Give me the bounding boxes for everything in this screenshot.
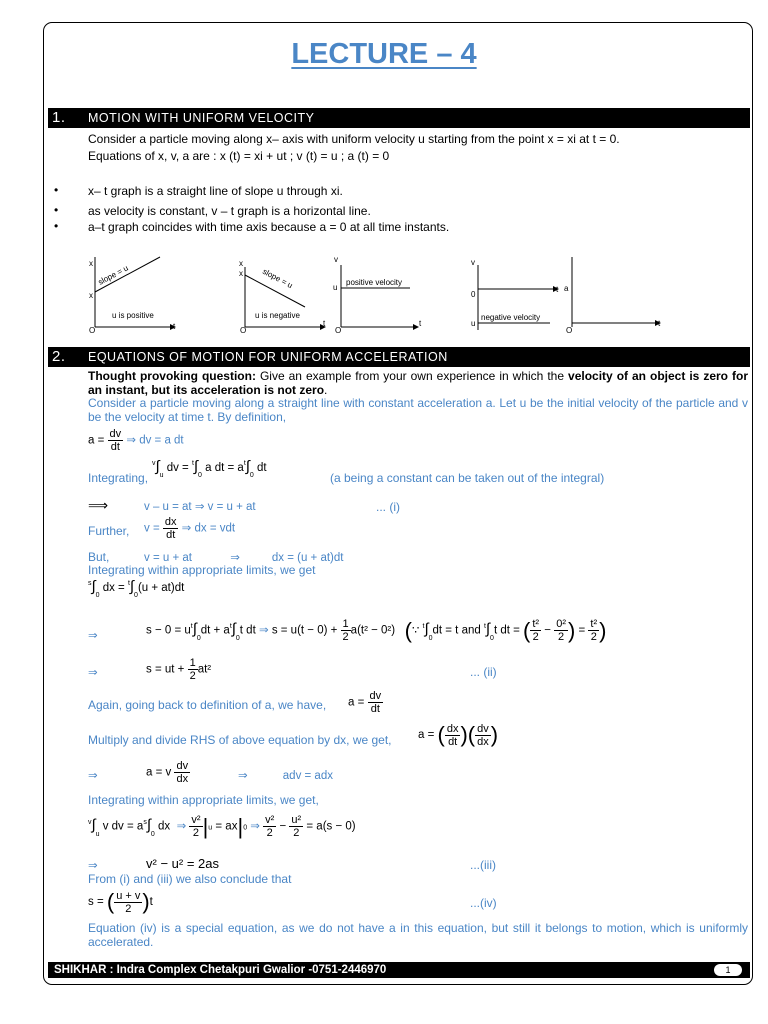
implies-icon: ⟹ xyxy=(88,497,109,513)
u-label: u xyxy=(471,319,476,328)
again-label: Again, going back to definition of a, we have, xyxy=(88,698,327,712)
bullet-icon: • xyxy=(54,219,59,233)
multiply-label: Multiply and divide RHS of above equation by dx, we get, xyxy=(88,733,392,747)
lecture-title: LECTURE – 4 xyxy=(291,38,477,70)
u-label: u xyxy=(333,283,338,292)
eq-integral-displacement: $^s\int_0$ dx = $^t\int_0(u + at)dt$ xyxy=(88,578,185,599)
graph-x-t-negative xyxy=(239,259,326,335)
bullet-3: a–t graph coincides with time axis because a = 0 at all time instants. xyxy=(88,220,450,234)
origin-label: 0 xyxy=(471,290,476,299)
section-1-title: MOTION WITH UNIFORM VELOCITY xyxy=(88,111,315,125)
eq-chain-rule: a = ( $\frac{dx}{dt}$ )( $\frac{dv}{dx}$ ) xyxy=(418,722,499,748)
eq-iii-tag: ...(iii) xyxy=(470,858,496,872)
note-label: u is positive xyxy=(112,311,154,320)
eq-i: v – u = at ⇒ v = u + at xyxy=(144,501,256,513)
further-label: Further, xyxy=(88,524,130,538)
eq-integral-vdv: $^v\int_u$ v dv = $a^s\int_0$ dx ⇒ $\frac{\text{v²}}{2}$ |u = ax|0 ⇒ $\frac{\text{v²}}{2}$ − $\frac{\text{u²}}{2}$ = a(s − 0) xyxy=(88,814,356,839)
motion-graphs xyxy=(80,245,680,340)
eq-ii-tag: ... (ii) xyxy=(470,665,497,679)
thought-end: . xyxy=(324,383,328,397)
graph-x-t-positive xyxy=(89,257,176,335)
limits-2-label: Integrating within appropriate limits, we get, xyxy=(88,793,319,807)
y-label: v xyxy=(334,255,338,264)
section-1-number: 1. xyxy=(52,109,66,126)
constant-note: (a being a constant can be taken out of the integral) xyxy=(330,471,605,485)
section-2-title: EQUATIONS OF MOTION FOR UNIFORM ACCELERATION xyxy=(88,350,448,364)
note-label: positive velocity xyxy=(346,278,403,287)
thought-text: Give an example from your own experience in which the xyxy=(255,369,569,383)
slope-label: slope = u xyxy=(96,263,130,287)
section-1-intro-1: Consider a particle moving along x– axis with uniform velocity u starting from the point x = xi at t = 0. xyxy=(88,132,620,146)
note-label: negative velocity xyxy=(481,313,541,322)
limits-label: Integrating within appropriate limits, we get xyxy=(88,563,316,577)
origin-label: O xyxy=(240,326,247,335)
graph-v-t-positive xyxy=(333,255,422,335)
but-label: But, xyxy=(88,550,110,564)
implies-icon: ⇒ xyxy=(88,630,98,642)
section-1-heading xyxy=(48,108,750,128)
eq-iv-tag: ...(iv) xyxy=(470,896,497,910)
conclude-label: From (i) and (iii) we also conclude that xyxy=(88,872,292,886)
section-2-number: 2. xyxy=(52,348,66,365)
implies-icon: ⇒ xyxy=(88,860,98,872)
xi-label: x xyxy=(239,269,243,278)
origin-label: O xyxy=(89,326,96,335)
t-label: t xyxy=(419,319,422,328)
y-label: x xyxy=(89,259,93,268)
footer-bar xyxy=(48,962,750,978)
thought-question xyxy=(88,369,748,397)
eq-v-u-at: v = u + at ⇒ dx = (u + at)dt xyxy=(144,552,344,564)
graph-a-t xyxy=(564,257,661,335)
note-label: u is negative xyxy=(255,311,300,320)
eq-a-dvdt: a = $\frac{dv}{dt}$ xyxy=(348,690,382,715)
eq-velocity-def: v = $\frac{dx}{dt}$ ⇒ dx = vdt xyxy=(144,516,236,541)
slope-label: slope = u xyxy=(261,266,295,291)
paragraph-definition: Consider a particle moving along a straight line with constant acceleration a. Let u be the initial velocity of the particle and v be the velocity at time t. By definition, xyxy=(88,396,748,424)
t-label: t xyxy=(323,319,326,328)
eq-adv-adx: ⇒ adv = adx xyxy=(238,770,333,782)
eq-displacement-work: $s - 0 = u^t\int_0dt + a^t\int_0t$ dt ⇒ s = u(t − 0) + $\frac{1}{2}$ a(t² − 0²) (∵ $^t\int_0dt = t$ and $^t\int_0t$ dt = ( $\frac{\text{t²}}{2}$ − $\frac{\text{0²}}{2}$ ) = $\frac{\text{t²}}{2}$ ) xyxy=(146,618,607,643)
t-label: t xyxy=(658,319,661,328)
y-label: v xyxy=(471,258,475,267)
integrating-label: Integrating, xyxy=(88,471,149,485)
section-2-heading xyxy=(48,347,750,367)
origin-label: O xyxy=(566,326,573,335)
y-label: a xyxy=(564,284,569,293)
y-label: x xyxy=(239,259,243,268)
final-paragraph: Equation (iv) is a special equation, as we do not have a in this equation, but still it belongs to motion, which is uniformly accelerated. xyxy=(88,921,748,949)
graph-v-t-negative xyxy=(471,258,559,330)
bullet-1: x– t graph is a straight line of slope u through xi. xyxy=(88,184,343,198)
t-label: t xyxy=(556,285,559,294)
eq-a-vdvdx: a = v $\frac{dv}{dx}$ xyxy=(146,760,189,785)
eq-integral-velocity: $^v\int_u$ dv = $^t\int_0$ a dt = $a^t\int_0$ dt xyxy=(152,458,267,479)
xi-label: x xyxy=(89,291,93,300)
eq-ii: s = ut + $\frac{1}{2}$ at² xyxy=(146,657,212,682)
section-1-intro-2: Equations of x, v, a are : x (t) = xi + ut ; v (t) = u ; a (t) = 0 xyxy=(88,149,390,163)
eq-iii: v² − u² = 2as xyxy=(146,856,219,871)
footer-text: SHIKHAR : Indra Complex Chetakpuri Gwalior -0751-2446970 xyxy=(54,964,387,976)
thought-bold: velocity of an object is zero for an instant, but its acceleration is not zero xyxy=(88,369,748,397)
bullet-2: as velocity is constant, v – t graph is a horizontal line. xyxy=(88,204,371,218)
implies-icon: ⇒ xyxy=(88,770,98,782)
implies-icon: ⇒ xyxy=(88,667,98,679)
bullet-icon: • xyxy=(54,203,59,217)
origin-label: O xyxy=(335,326,342,335)
eq-iv: s = ( $\frac{u + v}{2}$ )t xyxy=(88,889,153,915)
page-number: 1 xyxy=(714,964,742,976)
eq-i-tag: ... (i) xyxy=(376,500,400,514)
eq-a-definition: a = $\frac{dv}{dt}$ ⇒ dv = a dt xyxy=(88,428,184,453)
thought-label: Thought provoking question: xyxy=(88,369,256,383)
t-label: t xyxy=(173,322,176,331)
bullet-icon: • xyxy=(54,183,59,197)
